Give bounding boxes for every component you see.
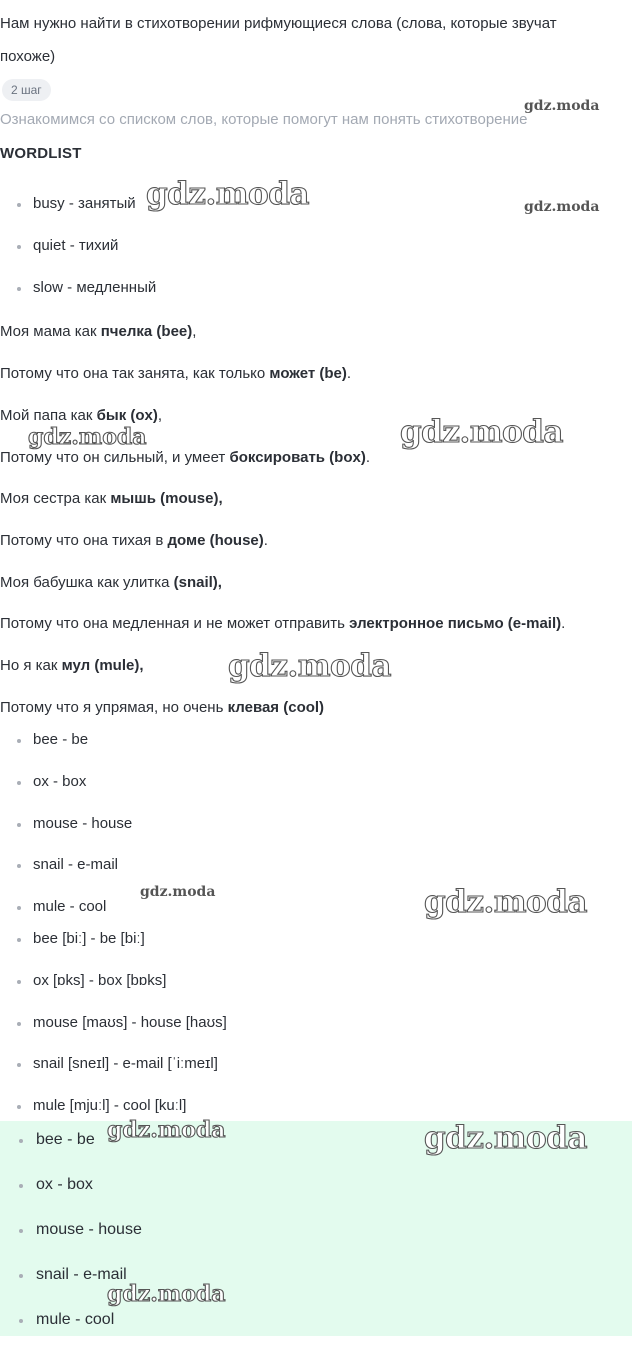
poem-line: Потому что она так занята, как только может (be). bbox=[0, 365, 352, 382]
poem-line: Потому что она тихая в доме (house). bbox=[0, 532, 268, 549]
watermark: gdz.moda bbox=[107, 1281, 226, 1307]
bullet-icon bbox=[19, 1139, 23, 1143]
bullet-icon bbox=[17, 1063, 21, 1067]
poem-line: Моя мама как пчелка (bee), bbox=[0, 323, 197, 340]
watermark: gdz.moda bbox=[524, 98, 600, 114]
step-badge: 2 шаг bbox=[2, 79, 51, 101]
bullet-icon bbox=[17, 739, 21, 743]
wordlist-heading: WORDLIST bbox=[0, 145, 82, 162]
watermark: gdz.moda bbox=[524, 199, 600, 215]
watermark: gdz.moda bbox=[424, 884, 587, 920]
bullet-icon bbox=[17, 864, 21, 868]
bullet-icon bbox=[17, 906, 21, 910]
watermark: gdz.moda bbox=[28, 424, 147, 450]
task-intro: Нам нужно найти в стихотворении рифмующиеся слова (слова, которые звучат похоже) bbox=[0, 15, 557, 65]
watermark: gdz.moda bbox=[107, 1117, 226, 1143]
bullet-icon bbox=[17, 1022, 21, 1026]
bullet-icon bbox=[17, 203, 21, 207]
bullet-icon bbox=[17, 245, 21, 249]
bullet-icon bbox=[17, 938, 21, 942]
watermark: gdz.moda bbox=[400, 414, 563, 450]
poem-line: Потому что я упрямая, но очень клевая (cool) bbox=[0, 699, 325, 716]
poem-line: Моя сестра как мышь (mouse), bbox=[0, 490, 223, 507]
bullet-icon bbox=[19, 1184, 23, 1188]
bullet-icon bbox=[17, 980, 21, 984]
bullet-icon bbox=[17, 1105, 21, 1109]
poem-line: Моя бабушка как улитка (snail), bbox=[0, 574, 222, 591]
watermark: gdz.moda bbox=[146, 176, 309, 212]
watermark: gdz.moda bbox=[424, 1120, 587, 1156]
poem-line: Потому что он сильный, и умеет боксировать (box). bbox=[0, 449, 371, 466]
watermark: gdz.moda bbox=[140, 884, 216, 900]
bullet-icon bbox=[19, 1274, 23, 1278]
bullet-icon bbox=[17, 287, 21, 291]
hint-text: Ознакомимся со списком слов, которые помогут нам понять стихотворение bbox=[0, 111, 528, 128]
poem-line: Но я как мул (mule), bbox=[0, 657, 144, 674]
poem-line: Мой папа как бык (ox), bbox=[0, 407, 163, 424]
bullet-icon bbox=[17, 823, 21, 827]
bullet-icon bbox=[19, 1319, 23, 1323]
bullet-icon bbox=[17, 781, 21, 785]
watermark: gdz.moda bbox=[228, 648, 391, 684]
bullet-icon bbox=[19, 1229, 23, 1233]
poem-line: Потому что она медленная и не может отправить электронное письмо (e-mail). bbox=[0, 615, 566, 632]
